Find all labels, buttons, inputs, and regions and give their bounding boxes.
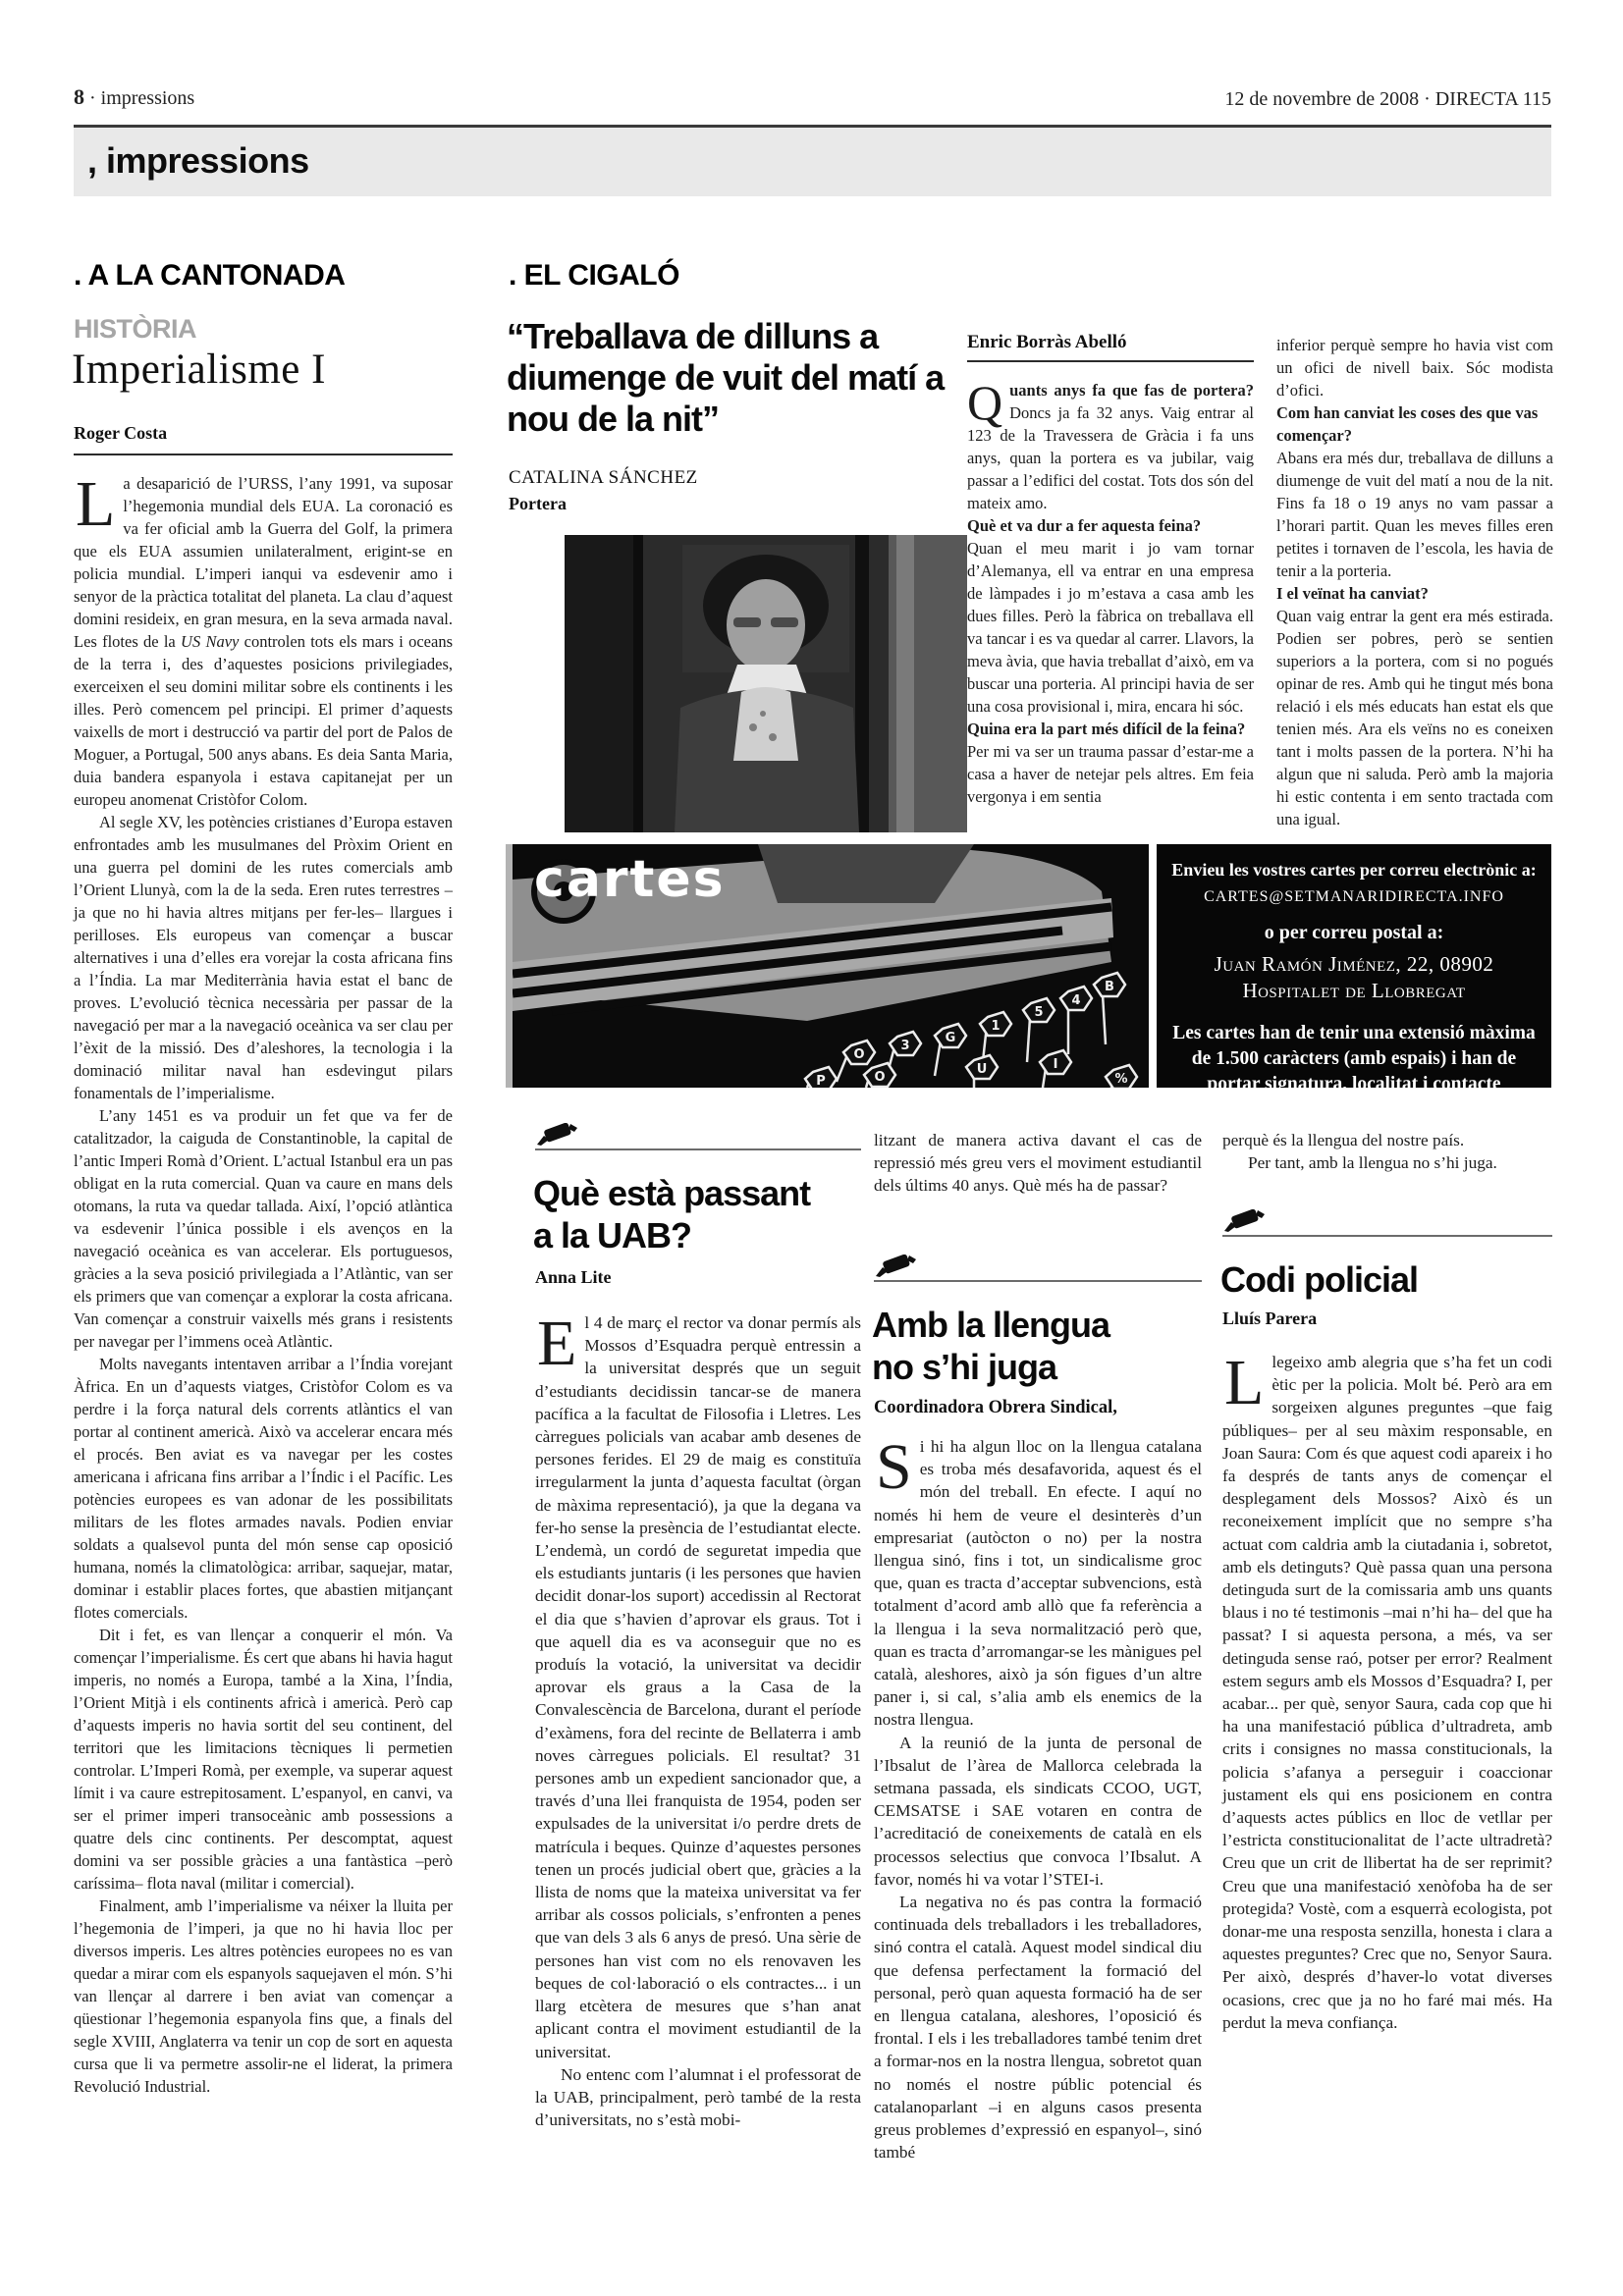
typewriter-key-letter: O: [874, 1070, 886, 1085]
opinion-rule: [1222, 1235, 1552, 1237]
paragraph: A la reunió de la junta de personal de l’Ibsalut de l’àrea de Mallorca celebrada la setmana passada, els sindicats CCOO, UGT, CEMSATSE i SAE votaren en contra de l’acreditació de coneixements de català en els processos selectius que convoca l’Ibsalut. A favor, només hi va votar l’STEI-i.: [874, 1733, 1202, 1889]
pen-icon: [874, 1255, 917, 1278]
answer: inferior perquè sempre ho havia vist com un ofici de nivell baix. Sóc modista d’ofici.: [1276, 336, 1553, 400]
kicker-el-cigalo: . EL CIGALÓ: [509, 259, 679, 292]
opinion-title-uab: Què està passant a la UAB?: [533, 1173, 811, 1255]
typewriter-key-letter: 3: [900, 1039, 910, 1053]
byline-enric-borras: Enric Borràs Abelló: [967, 332, 1127, 352]
paragraph: perquè és la llengua del nostre país.: [1222, 1131, 1465, 1149]
paragraph: Al segle XV, les potències cristianes d’Europa estaven enfrontades amb les musulmanes del Pròxim Orient en una guerra pel domini de les rutes comercials amb l’Orient Llunyà, com la de la seda. Eren rutes terrestres –ja que no hi havia altres mitjans per fer-les– llargues i perilloses. Els europeus van començar a buscar alternatives i una d’elles era vorejar la costa africana fins a l’Índia. La mar Mediterrània havia estat el banc de proves. L’evolució tècnica necessària per passar de la navegació per mar a la navegació oceànica va ser clau per l’èxit de la missió. Des d’aleshores, la tecnologia i la dominació militar naval han esdevingut pilars fonamentals de l’imperialisme.: [74, 813, 453, 1102]
cartes-illustration: [506, 844, 1149, 1088]
opinion-body-uab: [535, 1308, 861, 2131]
typewriter-key-letter: I: [1053, 1057, 1058, 1072]
interviewee-role: Portera: [509, 494, 567, 513]
paragraph: Si hi ha algun lloc on la llengua catalana es troba més desafavorida, aquest és el món del treball. En efecte. I aquí no només hi hem de veure el desinterès d’un empresariat (autòcton o no) per la nostra llengua sinó, fins i tot, un sindicalisme groc que, quan es tracta d’acceptar subvencions, està totalment d’acord amb allò que fa referència a la llengua i la seva normalització però que, quan es tracta d’arromangar-se les mànigues pel català, aleshores, això ja són figues d’un altre paner i, si cal, s’alia amb els enemics de la nostra llengua.: [874, 1431, 1202, 1730]
qa-block: [967, 375, 1254, 514]
interview-column-1: [967, 375, 1254, 808]
cartes-logo: cartes: [534, 850, 726, 909]
question: I el veïnat ha canviat?: [1276, 584, 1429, 603]
llengua-overflow-text: [1222, 1129, 1552, 1174]
pen-icon: [535, 1123, 578, 1147]
paragraph: Dit i fet, es van llençar a conquerir el món. Va començar l’imperialisme. És cert que abans hi havia hagut imperis, no només a Europa, també a la Xina, l’Índia, l’Orient Mitjà i els continents africà i americà. Però cap d’aquests imperis no havia sortit del seu continent, del territori que les limitacions tècniques li permetien controlar. L’Imperi Romà, per exemple, va superar aquest límit i va caure estrepitosament. L’espanyol, en canvi, va ser el primer imperi transoceànic amb possessions a quatre dels cinc continents. Per descomptat, aquest domini va ser possible gràcies a una fantàstica –però caríssima– flota naval (militar i comercial).: [74, 1626, 453, 1893]
pen-icon: [1222, 1209, 1266, 1233]
italic-us-navy: US Navy: [181, 632, 240, 651]
typewriter-key-letter: G: [945, 1031, 956, 1045]
question: Quina era la part més difícil de la feina?: [967, 720, 1246, 738]
paragraph: No entenc com l’alumnat i el professorat de la UAB, principalment, però també de la resta d’universitats, no s’està mobi-: [535, 2064, 861, 2130]
byline-rule: [967, 360, 1254, 362]
category-historia: HISTÒRIA: [74, 314, 197, 344]
opinion-body-codi: [1222, 1347, 1552, 2034]
paragraph: L’any 1451 es va produir un fet que va fer de catalitzador, la caiguda de Constantinoble, la capital de l’antic Imperi Romà d’Orient. L’actual Istanbul era un pas obligat en la ruta comercial. Quan va caure en mans dels otomans, la ruta va quedar tallada. Així, l’opció atlàntica va esdevenir l’única possible i els avenços en la navegació oceànica es van accelerar. Els portuguesos, gràcies a la seva posició privilegiada a l’Atlàntic, van ser els primers que van començar a explorar la costa africana. Van començar a construir vaixells més grans i resistents per navegar per l’immens oceà Atlàntic.: [74, 1106, 453, 1351]
paragraph: litzant de manera activa davant el cas de repressió més greu vers el moviment estudiantil dels últims 40 anys. Què més ha de passar?: [874, 1131, 1202, 1196]
section-band-label: , impressions: [87, 140, 309, 181]
byline-roger-costa: Roger Costa: [74, 423, 168, 443]
opinion-title-llengua: Amb la llengua no s’hi juga: [872, 1305, 1110, 1387]
article-body-imperialisme: [74, 468, 453, 2098]
answer: Quan el meu marit i jo vam tornar d’Alemanya, ell va entrar en una empresa de làmpades i jo m’estava a casa amb les dues filles. Però la fàbrica on treballava ell va tancar i es va quedar al carrer. Llavors, la meva àvia, que havia treballat d’això, em va buscar una porteria. Al principi havia de ser una cosa provisional i, mira, encara hi sóc.: [967, 539, 1254, 716]
answer: Per mi va ser un trauma passar d’estar-me a casa a haver de netejar pels altres. Em feia vergonya i em sentia: [967, 742, 1254, 806]
answer: Doncs ja fa 32 anys. Vaig entrar al 123 de la Travessera de Gràcia i fa uns anys, quan la portera es va jubilar, vaig passar a l’edifici del costat. Tots dos són del mateix amo.: [967, 403, 1254, 512]
typewriter-key-letter: B: [1105, 980, 1114, 994]
drop-cap: L: [1224, 1347, 1265, 1418]
cartes-postal-address-line2: Hospitalet de Llobregat: [1242, 979, 1466, 1002]
paragraph: Per tant, amb la llengua no s’hi juga.: [1248, 1153, 1497, 1173]
drop-cap: E: [537, 1308, 577, 1379]
question: Com han canviat les coses des que vas començar?: [1276, 403, 1539, 445]
interviewee-name: CATALINA SÁNCHEZ: [509, 467, 698, 488]
paragraph: El 4 de març el rector va donar permís als Mossos d’Esquadra perquè entressin a la universitat després que un seguit d’estudiants decidissin tancar-se de manera pacífica a la facultat de Filosofia i Lletres. Les càrregues policials van acabar amb desenes de persones ferides. El 29 de maig es constituïa irregularment la junta d’aquesta facultat (òrgan de màxima representació), ja que la degana va fer-ho sense la presència de l’estudiantat electe. L’endemà, un cordó de seguretat impedia que els estudiants juntaris (i les persones que havien decidit donar-los suport) accedissin al Rectorat el dia que s’havien d’aprovar els graus. Tot i que aquell dia es va aconseguir que no es produís la votació, la universitat va decidir aprovar els graus a la Casa de la Convalescència de Barcelona, durant el període d’exàmens, fora del recinte de Bellaterra i amb noves càrregues policials. El resultat? 31 persones amb un expedient sancionador que, a través d’una llei franquista de 1954, poden ser expulsades de la universitat i/o perdre drets de matrícula i beques. Quinze d’aquestes persones tenen un procés judicial obert que, gràcies a la llista de noms que la mateixa universitat va fer arribar als cossos policials, s’enfronten a penes que van dels 3 als 6 anys de presó. Una sèrie de persones han vist com no els renovaven les beques de col·laboració o els contractes... i un llarg etcètera de mesures que s’han anat aplicant contra el moviment estudiantil de la universitat.: [535, 1308, 861, 2061]
drop-cap: S: [876, 1431, 912, 1503]
typewriter-key-letter: P: [816, 1074, 826, 1088]
opinion-rule: [535, 1148, 861, 1150]
uab-overflow-text: [874, 1129, 1202, 1198]
folio-right: 12 de novembre de 2008 · DIRECTA 115: [1224, 88, 1551, 110]
opinion-title-codi: Codi policial: [1220, 1259, 1419, 1300]
drop-cap: L: [76, 468, 116, 540]
kicker-a-la-cantonada: . A LA CANTONADA: [74, 259, 346, 292]
paragraph: La negativa no és pas contra la formació continuada dels treballadors i les treballadores, sinó contra el català. Aquest model sindical diu que defensa perfectament la formació del personal, però quan aquesta formació ha de ser en llengua catalana, aleshores, l’oposició és frontal. I els i les treballadores també tenim dret a formar-nos en la nostra llengua, sobretot quan no només el nostre públic potencial és catalanoparlant –i en alguns casos presenta greus problemes d’expressió en espanyol–, sinó també: [874, 1893, 1202, 2163]
paragraph: Molts navegants intentaven arribar a l’Índia vorejant Àfrica. En un d’aquests viatges, Cristòfor Colom es va perdre i la força natural dels corrents atlàntics el van portar al continent americà. Això va accelerar encara més el procés. Ben aviat es va navegar per les costes americana i africana fins arribar a l’Índic i el Pacífic. Les potències europees es van adonar de les possibilitats militars de les flotes armades navals. Podien enviar soldats a qualsevol punta del món sense cap oposició humana, només la climatològica: arribar, saquejar, matar, dominar i establir places fortes, que abastien mitjançant flotes comercials.: [74, 1355, 453, 1622]
typewriter-key-letter: 5: [1034, 1005, 1044, 1020]
paragraph: La desaparició de l’URSS, l’any 1991, va suposar l’hegemonia mundial dels EUA. La coronació es va fer oficial amb la Guerra del Golf, la primera que els EUA assumien unilateralment, erigint-se en policia mundial. L’imperi ianqui va esdevenir amo i senyor de la pràctica totalitat del planeta. La clau d’aquest domini resideix, en gran mesura, en la seva armada naval. Les flotes de la US Navy controlen tots els mars i oceans de la terra i, des d’aquestes posicions privilegiades, exerceixen el seu domini militar sobre els continents i les illes. Però comencem pel principi. El primer d’aquests vaixells de mort i destrucció va partir del port de Palos de Moguer, a Portugal, 500 anys abans. Es deia Santa Maria, duia bandera espanyola i estava capitanejat per un europeu anomenat Cristòfor Colom.: [74, 468, 453, 809]
question: uants anys fa que fas de portera?: [1009, 381, 1254, 400]
byline-lluis-parera: Lluís Parera: [1222, 1308, 1318, 1328]
paragraph: Finalment, amb l’imperialisme va néixer la lluita per l’hegemonia de l’imperi, ja que no hi havia lloc per diversos imperis. Les altres potències europees no es van quedar a mirar com els espanyols saquejaven el món. S’hi van llençar al darrere i ben aviat van començar a qüestionar l’hegemonia espanyola fins que, a finals del segle XVIII, Anglaterra va tenir un cop de sort en aquesta cursa que li va permetre assolir-ne el liderat, la primera Revolució Industrial.: [74, 1896, 453, 2096]
folio-section: · impressions: [89, 87, 195, 109]
opinion-rule: [874, 1280, 1202, 1282]
cartes-rules-note: Les cartes han de tenir una extensió màxima de 1.500 caràcters (amb espais) i han de portar signatura, localitat i contacte: [1172, 1023, 1536, 1095]
typewriter-key-letter: U: [976, 1062, 988, 1077]
interview-column-2: [1276, 334, 1553, 830]
interview-headline: “Treballava de dilluns a diumenge de vuit del matí a nou de la nit”: [507, 316, 945, 439]
article-title-imperialisme: Imperialisme I: [72, 347, 326, 393]
drop-cap: Q: [967, 375, 1003, 430]
typewriter-key-letter: 1: [991, 1019, 1001, 1034]
cartes-contact-box: [1157, 844, 1551, 1095]
byline-cos: Coordinadora Obrera Sindical,: [874, 1398, 1117, 1417]
interviewee-photo: [565, 535, 967, 832]
typewriter-key-letter: %: [1114, 1072, 1128, 1087]
answer: Quan vaig entrar la gent era més estirada. Podien ser pobres, però se sentien superiors a la portera, com si no pogués opinar de res. Amb qui he tingut més bona relació i els més educats han estat els que tenien més. Ara els veïns no es coneixen tant i molts passen de la portera. N’hi ha algun que ni saluda. Però amb la majoria hi estic contenta i em sento tractada com una igual.: [1276, 607, 1553, 828]
folio-left: [74, 84, 194, 110]
paragraph: Llegeixo amb alegria que s’ha fet un codi ètic per la policia. Molt bé. Però ara em sorgeixen algunes preguntes –que faig públiques– per al seu màxim responsable, en Joan Saura: Com és que aquest codi apareix i ho fa després de tants anys de començar el desplegament dels Mossos? Això és un reconeixement implícit que no sempre s’ha actuat com caldria amb la ciutadania i, sobretot, amb els detinguts? Què passa quan una persona detinguda surt de la comissaria amb uns quants blaus i no té testimonis –mai n’hi ha– del que ha passat? I si aquesta persona, a més, va ser detinguda sense raó, potser per error? Realment estem segurs amb els Mossos d’Esquadra? I, per acabar... per què, senyor Saura, cada cop que hi ha una manifestació pública d’ultradreta, amb crits i consignes no massa constitucionals, la policia s’afanya a perseguir i coaccionar justament els qui ens posicionem en contra d’aquests actes públics en lloc de vetllar per l’estricta constitucionalitat de l’acte ultradretà? Creu que un crit de llibertat ha de ser reprimit? Creu que una manifestació xenòfoba ha de ser protegida? Vostè, com a esquerrà ecologista, pot donar-me una resposta senzilla, honesta i clara a aquestes preguntes? Crec que no, Senyor Saura. Per això, després d’haver-lo votat diverses ocasions, crec que ja no ho faré mai més. Ha perdut la meva confiança.: [1222, 1347, 1552, 2032]
page-number: 8: [74, 84, 84, 109]
opinion-body-llengua: [874, 1431, 1202, 2164]
cartes-postal-address-line1: Juan Ramón Jiménez, 22, 08902: [1214, 952, 1494, 976]
typewriter-key-letter: O: [853, 1047, 865, 1062]
portrait-photo-illustration: [565, 535, 967, 832]
byline-rule: [74, 454, 453, 455]
answer: Abans era més dur, treballava de dilluns a diumenge de vuit del matí a nou de la nit. Fins fa 18 o 19 anys no vam passar a l’horari partit. Quan les meves filles eren petites i tornaven de l’escola, les havia de tenir a la porteria.: [1276, 449, 1553, 580]
question: Què et va dur a fer aquesta feina?: [967, 516, 1202, 535]
cartes-email-intro: Envieu les vostres cartes per correu electrònic a:: [1171, 860, 1537, 880]
byline-anna-lite: Anna Lite: [535, 1267, 612, 1287]
typewriter-key-letter: 4: [1071, 993, 1081, 1008]
section-band: [74, 128, 1551, 196]
cartes-postal-intro: o per correu postal a:: [1264, 922, 1444, 943]
cartes-email-address: CARTES@SETMANARIDIRECTA.INFO: [1204, 888, 1504, 905]
